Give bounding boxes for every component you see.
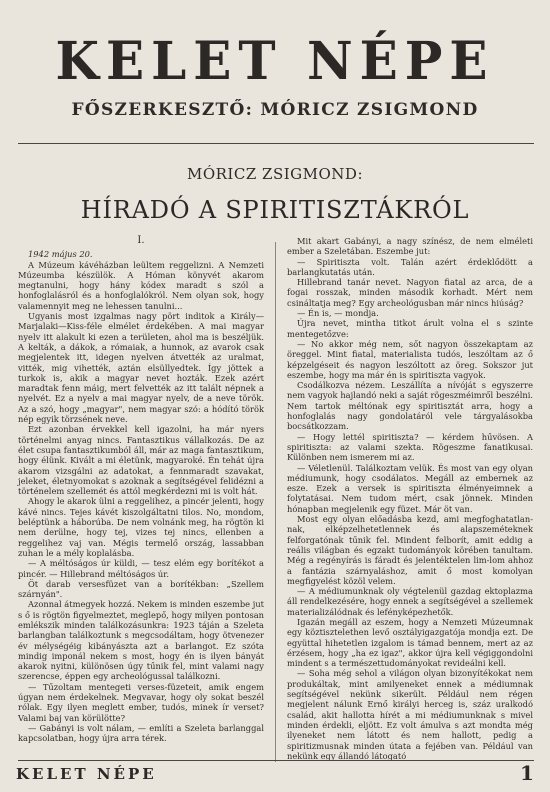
paragraph: Újra nevet, mintha titkot árult volna el s szinte mentegetőzve:: [287, 318, 533, 339]
editor-line: FŐSZERKESZTŐ: MÓRICZ ZSIGMOND: [71, 100, 479, 120]
page-number: 1: [520, 761, 534, 785]
paragraph: — Hogy lettél spiritiszta? — kérdem hűvösen. A spiritiszta: az valami szekta. Rögeszme fanatikusai. Különben nem ismerem mi az.: [287, 431, 533, 463]
paragraph: Ugyanis most izgalmas nagy pört inditok a Király—Marjalaki—Kiss-féle elmélet érdekében. A mai magyar nyelv itt alakult ki ezen a területen, ahol ma is beszéljük. A kelták, a dákok, a rómaiak, a hunnok, az avarok csak megjelentek itt, idegen nyelven átvették az uralmat, vitték, mig vihették, aztán elsüllyedtek. Így jöttek a turkok is, akik a magyar nevet hozták. Ezek azért maradtak fenn máig, mert felvették az itt talált népnek a nyelvét. Ez a nyelv a mai magyar nyelv, de a neve török. Az a szó, hogy „magyar", nem magyar szó: a hódító török nép egyik törzsének neve.: [18, 311, 264, 425]
paragraph: Hillebrand tanár nevet. Nagyon fiatal az arca, de a fogai rosszak, minden második korhadt. Mért nem csináltatja meg? Egy archeológusban már nincs hiúság?: [287, 277, 533, 308]
left-column: [18, 236, 264, 744]
paragraph: Most egy olyan előadásba kezd, ami megfoghatatlan-nak, elképzelhetetlennek és alapszeméteknek felforgatónak tűnik fel. Mindent felborít, amit eddig a reális világban és egzakt tudományok körében tanultam. Még a regényírás is fáradt és jelentéktelen lim-lom ahhoz a fantázia szárnyaláshoz, amit ő most komolyan megfigyelést közöl velem.: [287, 514, 533, 586]
column-divider: [275, 242, 276, 762]
section-number: I.: [137, 235, 145, 246]
paragraph: — Soha még sehol a világon olyan bizonyítékokat nem produkáltak, mint amilyeneket ennek a médiumnak segítségével nekünk sikerült. Például nem régen megjelent nálunk Ernő királyi herceg is, száz uralkodó család, akit hallotta hírét a mi médiumunknak s mivel minden érdekli, eljött. Ez volt ámulva s azt mondta még ilyeneket nem látott és nem hallott, pedig a spiritizmusnak minden útata a fejében van. Például van nekünk egy állandó látogató: [287, 668, 533, 761]
article-headline: HÍRADÓ A SPIRITISZTÁKRÓL: [80, 196, 470, 224]
paragraph: — No akkor még nem, sőt nagyon összekaptam az öreggel. Mint fiatal, materialista tudós, leszóltam az ő képzelgéseit és nagyon leszóltott az öreg. Sokszor jut eszembe, hogy ma már én is spiritiszta vagyok.: [287, 338, 533, 380]
paragraph: — Véletlenül. Találkoztam velük. És most van egy olyan médiumunk, hogy csodálatos. Megáll az embernek az esze. Ezek a versek is spiritiszta élményeimnek a folytatásai. Nem tudom mért, csak jönnek. Minden hónapban megjelenik egy füzet. Már öt van.: [287, 462, 533, 514]
masthead-title: KELET NÉPE: [55, 29, 495, 92]
paragraph: Azonnal átmegyek hozzá. Nekem is minden eszembe jut s ő is rögtön figyelmeztet, meglepő, hogy milyen pontosan emlékszik minden találkozásunkra: 1923 táján a Szeleta barlangban találkoztunk s megcsodáltam, hogy ötvenezer év mélységéig kibányászta azt a barlangot. Ez szóta mindig imponál nekem s most, hogy én is ilyen bányát akarok nyitni, különösen úgy tűnik fel, mint valami nagy szerencse, éppen egy archeológussal találkozni.: [18, 599, 264, 682]
paragraph: — Tűzoltam mentegeti verses-füzeteit, amik engem úgyan nem érdekelnek. Megvavar, hogy oly sokat beszél rólak. Egy ilyen meglett ember, tudós, minek ír verset? Valami baj van körülötte?: [18, 681, 264, 723]
paragraph: Csodálkozva nézem. Leszállíta a nívóját s egyszerre nem vagyok hajlandó neki a saját rögeszméimről beszélni. Nem tartok méltónak egy spiritisztát arra, hogy a honfoglalás nagy gondolatáról vele tárgyalásokba bocsátkozzam.: [287, 380, 533, 432]
paragraph: A Múzeum kávéházban leültem reggelizni. A Nemzeti Múzeumba készülök. A Hóman könyvét akarom megtanulni, hogy hány kódex maradt s szól a honfoglalásról és a honfoglalókról. Nem olyan sok, hogy valamennyit meg ne lehessen tanulni...: [18, 259, 264, 311]
right-column: [287, 236, 533, 761]
paragraph: Igazán megáll az eszem, hogy a Nemzeti Múzeumnak egy köztisztelethen levő osztályigazgatója mondja ezt. De együttal hihetetlen izgalom is támad bennem, mert az az érzésem, hogy „ha ez igaz", akkor újra kell végiggondolni mindent s a természettudományokat revideálni kell.: [287, 616, 533, 669]
paragraph: — A méltóságos úr küldi, — tesz elém egy borítékot a pincér. — Hillebrand méltóságos úr.: [18, 558, 264, 579]
article-author: MÓRICZ ZSIGMOND:: [186, 165, 363, 183]
paragraph: — Spiritiszta volt. Talán azért érdeklődött a barlangkutatás után.: [287, 256, 533, 277]
paragraph: Mit akart Gabányi, a nagy színész, de nem elméleti ember a Szeletában. Eszembe jut:: [287, 236, 533, 257]
paragraph: Ahogy le akarok ülni a reggelihez, a pincér jelenti, hogy kávé nincs. Tejes kávét kiszolgáltatni tilos. No, mondom, beléptünk a háborúba. De nem volnánk meg, ha rögtön ki nem derülne, hogy tej, vizes tej nincs, ellenben a reggelihez vaj van. Mégis termelő ország, lassabban zuhan le a mély koplalásba.: [18, 496, 264, 558]
right-paragraphs: [287, 236, 533, 761]
left-paragraphs: [18, 260, 264, 744]
paragraph: — Gabányi is volt nálam, — említi a Szeleta barlanggal kapcsolatban, hogy újra arra térek.: [18, 722, 264, 744]
paragraph: Öt darab versesfüzet van a borítékban: „Szellem szárnyán".: [18, 578, 264, 600]
footer-rule: [18, 760, 534, 761]
footer-title: KELET NÉPE: [16, 765, 157, 783]
paragraph: Ezt azonban érvekkel kell igazolni, ha már nyers történelmi anyag nincs. Fantasztikus vállalkozás. De az élet csupa fantasztikumból áll, már az maga fantasztikum, hogy élünk. Kivált a mi életünk, magyaroké. Én tehát újra akarom vizsgálni az adatokat, a fennmaradt szavakat, jeleket, életnyomokat s azoknak a segítségével felidézni a történelem szellemét és attól megkérdezni mi is volt hát.: [18, 424, 264, 497]
masthead-rule: [18, 143, 534, 144]
paragraph: — A médiumunknak oly végtelenül gazdag ektoplazma áll rendelkezésére, hogy ennek a segítségével a szellemek materializálódnak és lefényképezhetők.: [287, 586, 533, 617]
paragraph: — Én is, — mondja.: [297, 308, 379, 319]
article-date: 1942 május 20.: [28, 249, 93, 260]
